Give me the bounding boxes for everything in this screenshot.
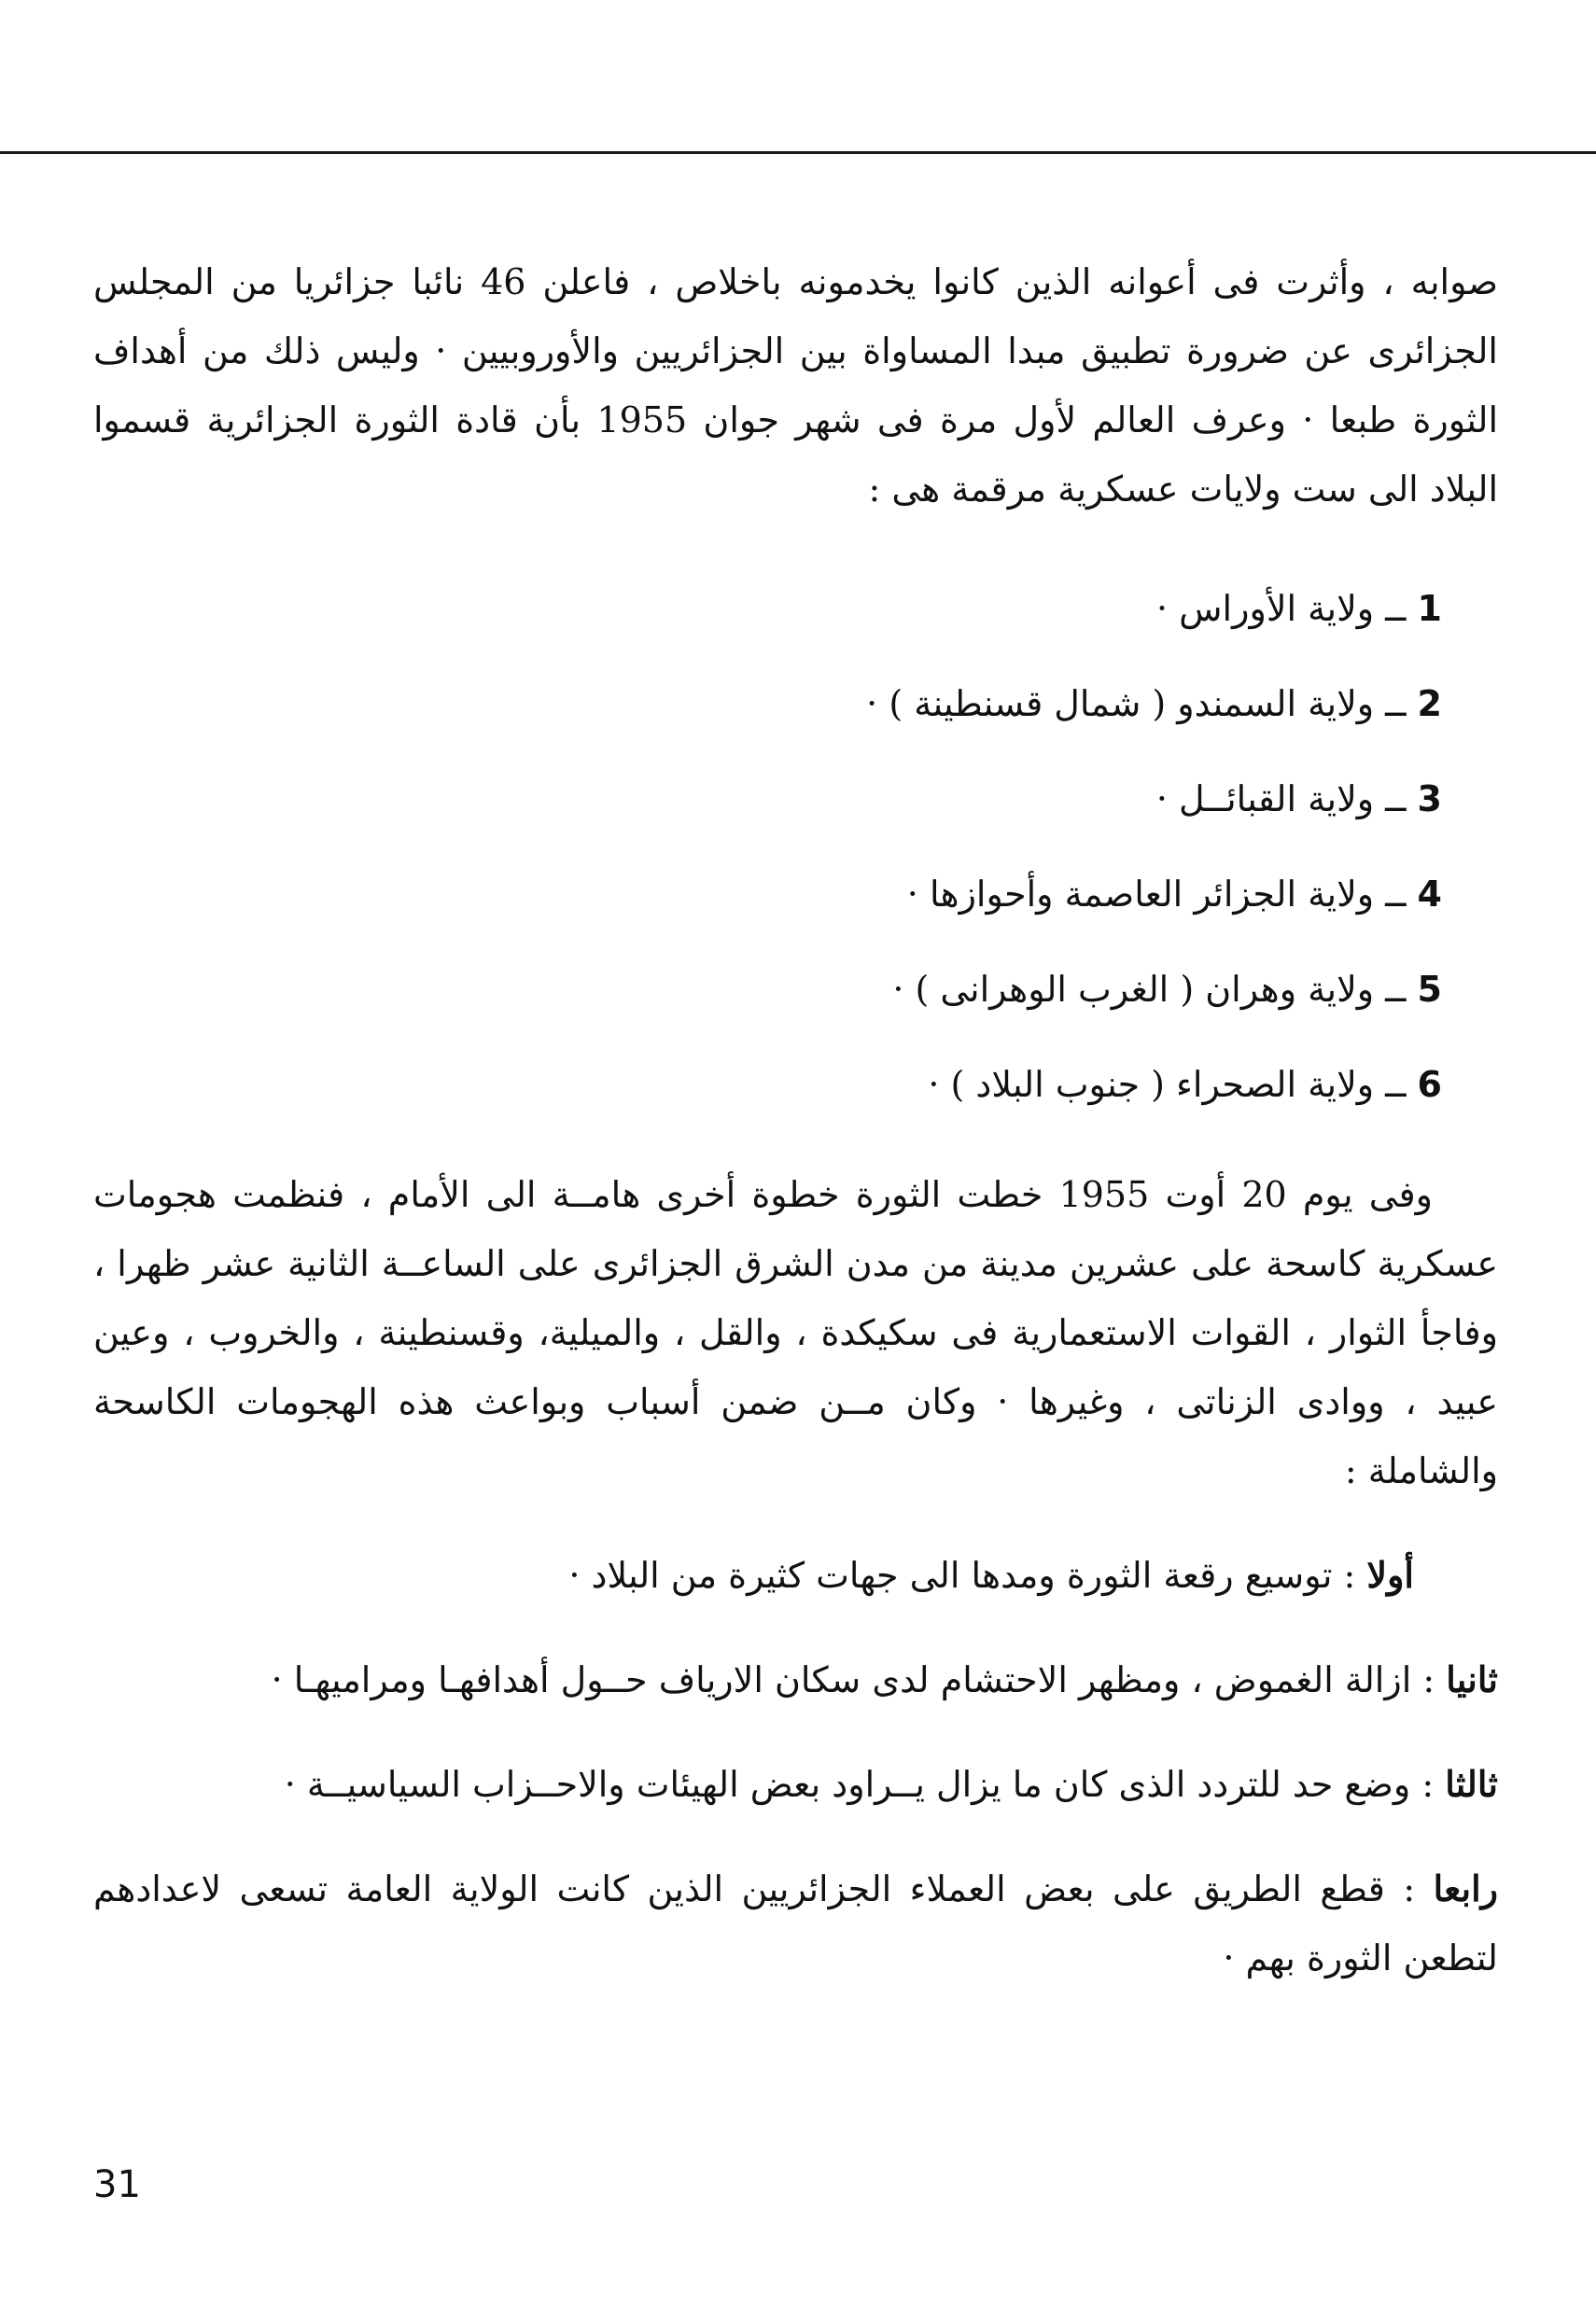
page-number: 31 xyxy=(93,2163,141,2206)
reason-text: : قطع الطريق على بعض العملاء الجزائريين الذين كانت الولاية العامة تسعى لاعدادهم لتطعن الثورة بهم · xyxy=(93,1868,1498,1978)
list-item-text: ــ ولاية القبائــل · xyxy=(1155,778,1407,819)
list-item-text: ــ ولاية السمندو ( شمال قسنطينة ) · xyxy=(866,683,1407,724)
list-item xyxy=(93,751,1442,846)
reason-lead: رابعا xyxy=(1433,1867,1498,1909)
august-paragraph: وفى يوم 20 أوت 1955 خطت الثورة خطوة أخرى هامــة الى الأمام ، فنظمت هجومات عسكرية كاسحة على عشرين مدينة من مدن الشرق الجزائرى على الساعــة الثانية عشر ظهرا ، وفاجأ الثوار ، القوات الاستعمارية فى سكيكدة ، والقل ، والميلية، وقسنطينة ، والخروب ، وعين عبيد ، ووادى الزناتى ، وغيرها · وكان مــن ضمن أسباب وبواعث هذه الهجومات الكاسحة والشاملة : xyxy=(93,1174,1498,1491)
list-item xyxy=(93,561,1442,656)
reason-item xyxy=(93,1750,1498,1819)
reason-text: : ازالة الغموض ، ومظهر الاحتشام لدى سكان الارياف حــول أهدافهـا ومراميهـا · xyxy=(271,1659,1447,1700)
top-rule xyxy=(0,151,1596,154)
reason-lead: أولا xyxy=(1366,1554,1414,1596)
wilaya-list xyxy=(93,561,1498,1132)
list-item-text: ــ ولاية الأوراس · xyxy=(1156,588,1407,629)
reason-lead: ثالثا xyxy=(1445,1763,1498,1805)
list-item-number: 4 xyxy=(1417,874,1442,915)
list-item-number: 3 xyxy=(1417,778,1442,819)
reason-item xyxy=(93,1541,1498,1610)
list-item-text: ــ ولاية الصحراء ( جنوب البلاد ) · xyxy=(928,1064,1407,1105)
reason-item xyxy=(93,1645,1498,1714)
list-item xyxy=(93,846,1442,942)
list-item-number: 6 xyxy=(1417,1064,1442,1105)
reason-text: : وضع حد للتردد الذى كان ما يزال يــراود بعض الهيئات والاحــزاب السياسيــة · xyxy=(284,1764,1446,1805)
reason-text: : توسيع رقعة الثورة ومدها الى جهات كثيرة من البلاد · xyxy=(568,1555,1367,1596)
reason-lead: ثانيا xyxy=(1446,1658,1498,1700)
list-item-number: 5 xyxy=(1417,969,1442,1010)
list-item-number: 1 xyxy=(1417,588,1442,629)
intro-paragraph: صوابه ، وأثرت فى أعوانه الذين كانوا يخدمونه باخلاص ، فاعلن 46 نائبا جزائريا من المجلس الجزائرى عن ضرورة تطبيق مبدا المساواة بين الجزائريين والأوروبيين · وليس ذلك من أهداف الثورة طبعا · وعرف العالم لأول مرة فى شهر جوان 1955 بأن قادة الثورة الجزائرية قسموا البلاد الى ست ولايات عسكرية مرقمة هى : xyxy=(93,261,1498,510)
list-item-number: 2 xyxy=(1417,683,1442,724)
reason-item xyxy=(93,1854,1498,1992)
page-body xyxy=(93,247,1498,1992)
list-item xyxy=(93,942,1442,1037)
list-item-text: ــ ولاية الجزائر العاصمة وأحوازها · xyxy=(906,874,1407,915)
list-item xyxy=(93,656,1442,751)
list-item-text: ــ ولاية وهران ( الغرب الوهرانى ) · xyxy=(892,969,1407,1010)
list-item xyxy=(93,1037,1442,1132)
